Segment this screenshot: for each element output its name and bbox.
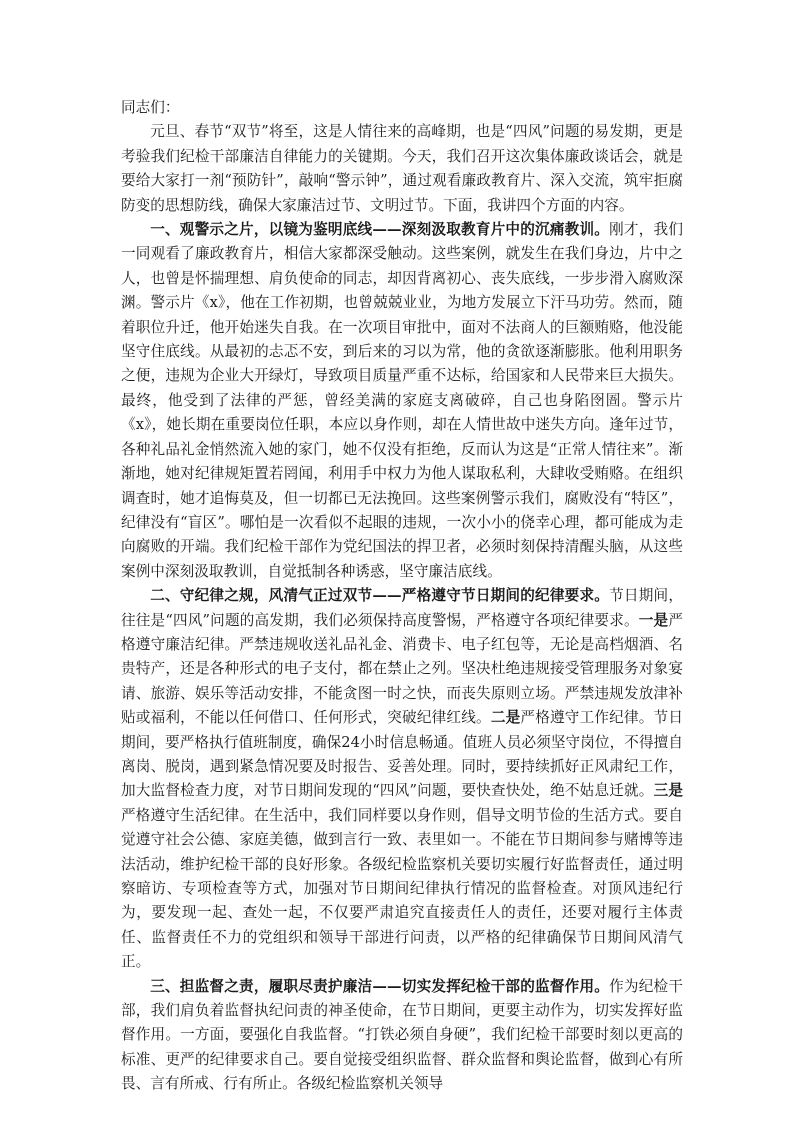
- section-2-point-1-label: 一是: [638, 611, 669, 629]
- section-2-point-2-label: 二是: [490, 709, 521, 727]
- intro-paragraph: 元旦、春节“双节”将至，这是人情往来的高峰期，也是“四风”问题的易发期，更是考验我们纪检干部廉洁自律能力的关键期。今天，我们召开这次集体廉政谈话会，就是要给大家打一剂“预防针”，敲响“警示钟”，通过观看廉政教育片、深入交流，筑牢拒腐防变的思想防线，确保大家廉洁过节、文明过节。下面，我讲四个方面的内容。: [121, 123, 683, 214]
- document-page: [121, 96, 683, 1097]
- section-1-body: 刚才，我们一同观看了廉政教育片，相信大家都深受触动。这些案例，就发生在我们身边，片中之人，也曾是怀揣理想、肩负使命的同志，却因背离初心、丧失底线，一步步滑入腐败深渊。警示片《x》，他在工作初期，也曾兢兢业业，为地方发展立下汗马功劳。然而，随着职位升迁，他开始迷失自我。在一次项目审批中，面对不法商人的巨额贿赂，他没能坚守住底线。从最初的忐忑不安，到后来的习以为常，他的贪欲逐渐膨胀。他利用职务之便，违规为企业大开绿灯，导致项目质量严重不达标，给国家和人民带来巨大损失。最终，他受到了法律的严惩，曾经美满的家庭支离破碎，自己也身陷囹圄。警示片《x》，她长期在重要岗位任职，本应以身作则，却在人情世故中迷失方向。逢年过节，各种礼品礼金悄然流入她的家门，她不仅没有拒绝，反而认为这是“正常人情往来”。渐渐地，她对纪律规矩置若罔闻，利用手中权力为他人谋取私利，大肆收受贿赂。在组织调查时，她才追悔莫及，但一切都已无法挽回。这些案例警示我们，腐败没有“特区”，纪律没有“盲区”。哪怕是一次看似不起眼的违规，一次小小的侥幸心理，都可能成为走向腐败的开端。我们纪检干部作为党纪国法的捍卫者，必须时刻保持清醒头脑，从这些案例中深刻汲取教训，自觉抵制各种诱惑，坚守廉洁底线。: [121, 221, 683, 580]
- section-1-heading: 一、观警示之片，以镜为鉴明底线——深刻汲取教育片中的沉痛教训。: [150, 221, 610, 239]
- section-1-paragraph: [121, 218, 683, 584]
- section-2-paragraph: [121, 584, 683, 975]
- section-2-point-3-label: 三是: [653, 782, 683, 800]
- section-3-body: 作为纪检干部，我们肩负着监督执纪问责的神圣使命，在节日期间，更要主动作为，切实发挥好监督作用。一方面，要强化自我监督。“打铁必须自身硬”，我们纪检干部要时刻以更高的标准、更严的纪律要求自己。要自觉接受组织监督、群众监督和舆论监督，做到心有所畏、言有所戒、行有所止。各级纪检监察机关领导: [121, 977, 683, 1093]
- section-2-lead: 节日期间，往往是“四风”问题的高发期，我们必须保持高度警惕，严格遵守各项纪律要求。: [121, 587, 683, 629]
- section-3-paragraph: [121, 975, 683, 1097]
- section-3-heading: 三、担监督之责，履职尽责护廉洁——切实发挥纪检干部的监督作用。: [150, 977, 610, 995]
- section-2-heading: 二、守纪律之规，风清气正过双节——严格遵守节日期间的纪律要求。: [150, 587, 610, 605]
- section-2-point-1-text: 严格遵守廉洁纪律。严禁违规收送礼品礼金、消费卡、电子红包等，无论是高档烟酒、名贵特产，还是各种形式的电子支付，都在禁止之列。坚决杜绝违规接受管理服务对象宴请、旅游、娱乐等活动安排，不能贪图一时之快，而丧失原则立场。严禁违规发放津补贴或福利，不能以任何借口、任何形式，突破纪律红线。: [121, 611, 683, 727]
- section-2-point-3-text: 严格遵守生活纪律。在生活中，我们同样要以身作则，倡导文明节俭的生活方式。要自觉遵守社会公德、家庭美德，做到言行一致、表里如一。不能在节日期间参与赌博等违法活动，维护纪检干部的良好形象。各级纪检监察机关要切实履行好监督责任，通过明察暗访、专项检查等方式，加强对节日期间纪律执行情况的监督检查。对顶风违纪行为，要发现一起、查处一起，不仅要严肃追究直接责任人的责任，还要对履行主体责任、监督责任不力的党组织和领导干部进行问责，以严格的纪律确保节日期间风清气正。: [121, 806, 683, 971]
- salutation: 同志们：: [121, 99, 180, 116]
- section-2-point-2-text: 严格遵守工作纪律。节日期间，要严格执行值班制度，确保24小时信息畅通。值班人员必须坚守岗位，不得擅自离岗、脱岗，遇到紧急情况要及时报告、妥善处理。同时，要持续抓好正风肃纪工作，加大监督检查力度，对节日期间发现的“四风”问题，要快查快处，绝不姑息迁就。: [121, 709, 683, 800]
